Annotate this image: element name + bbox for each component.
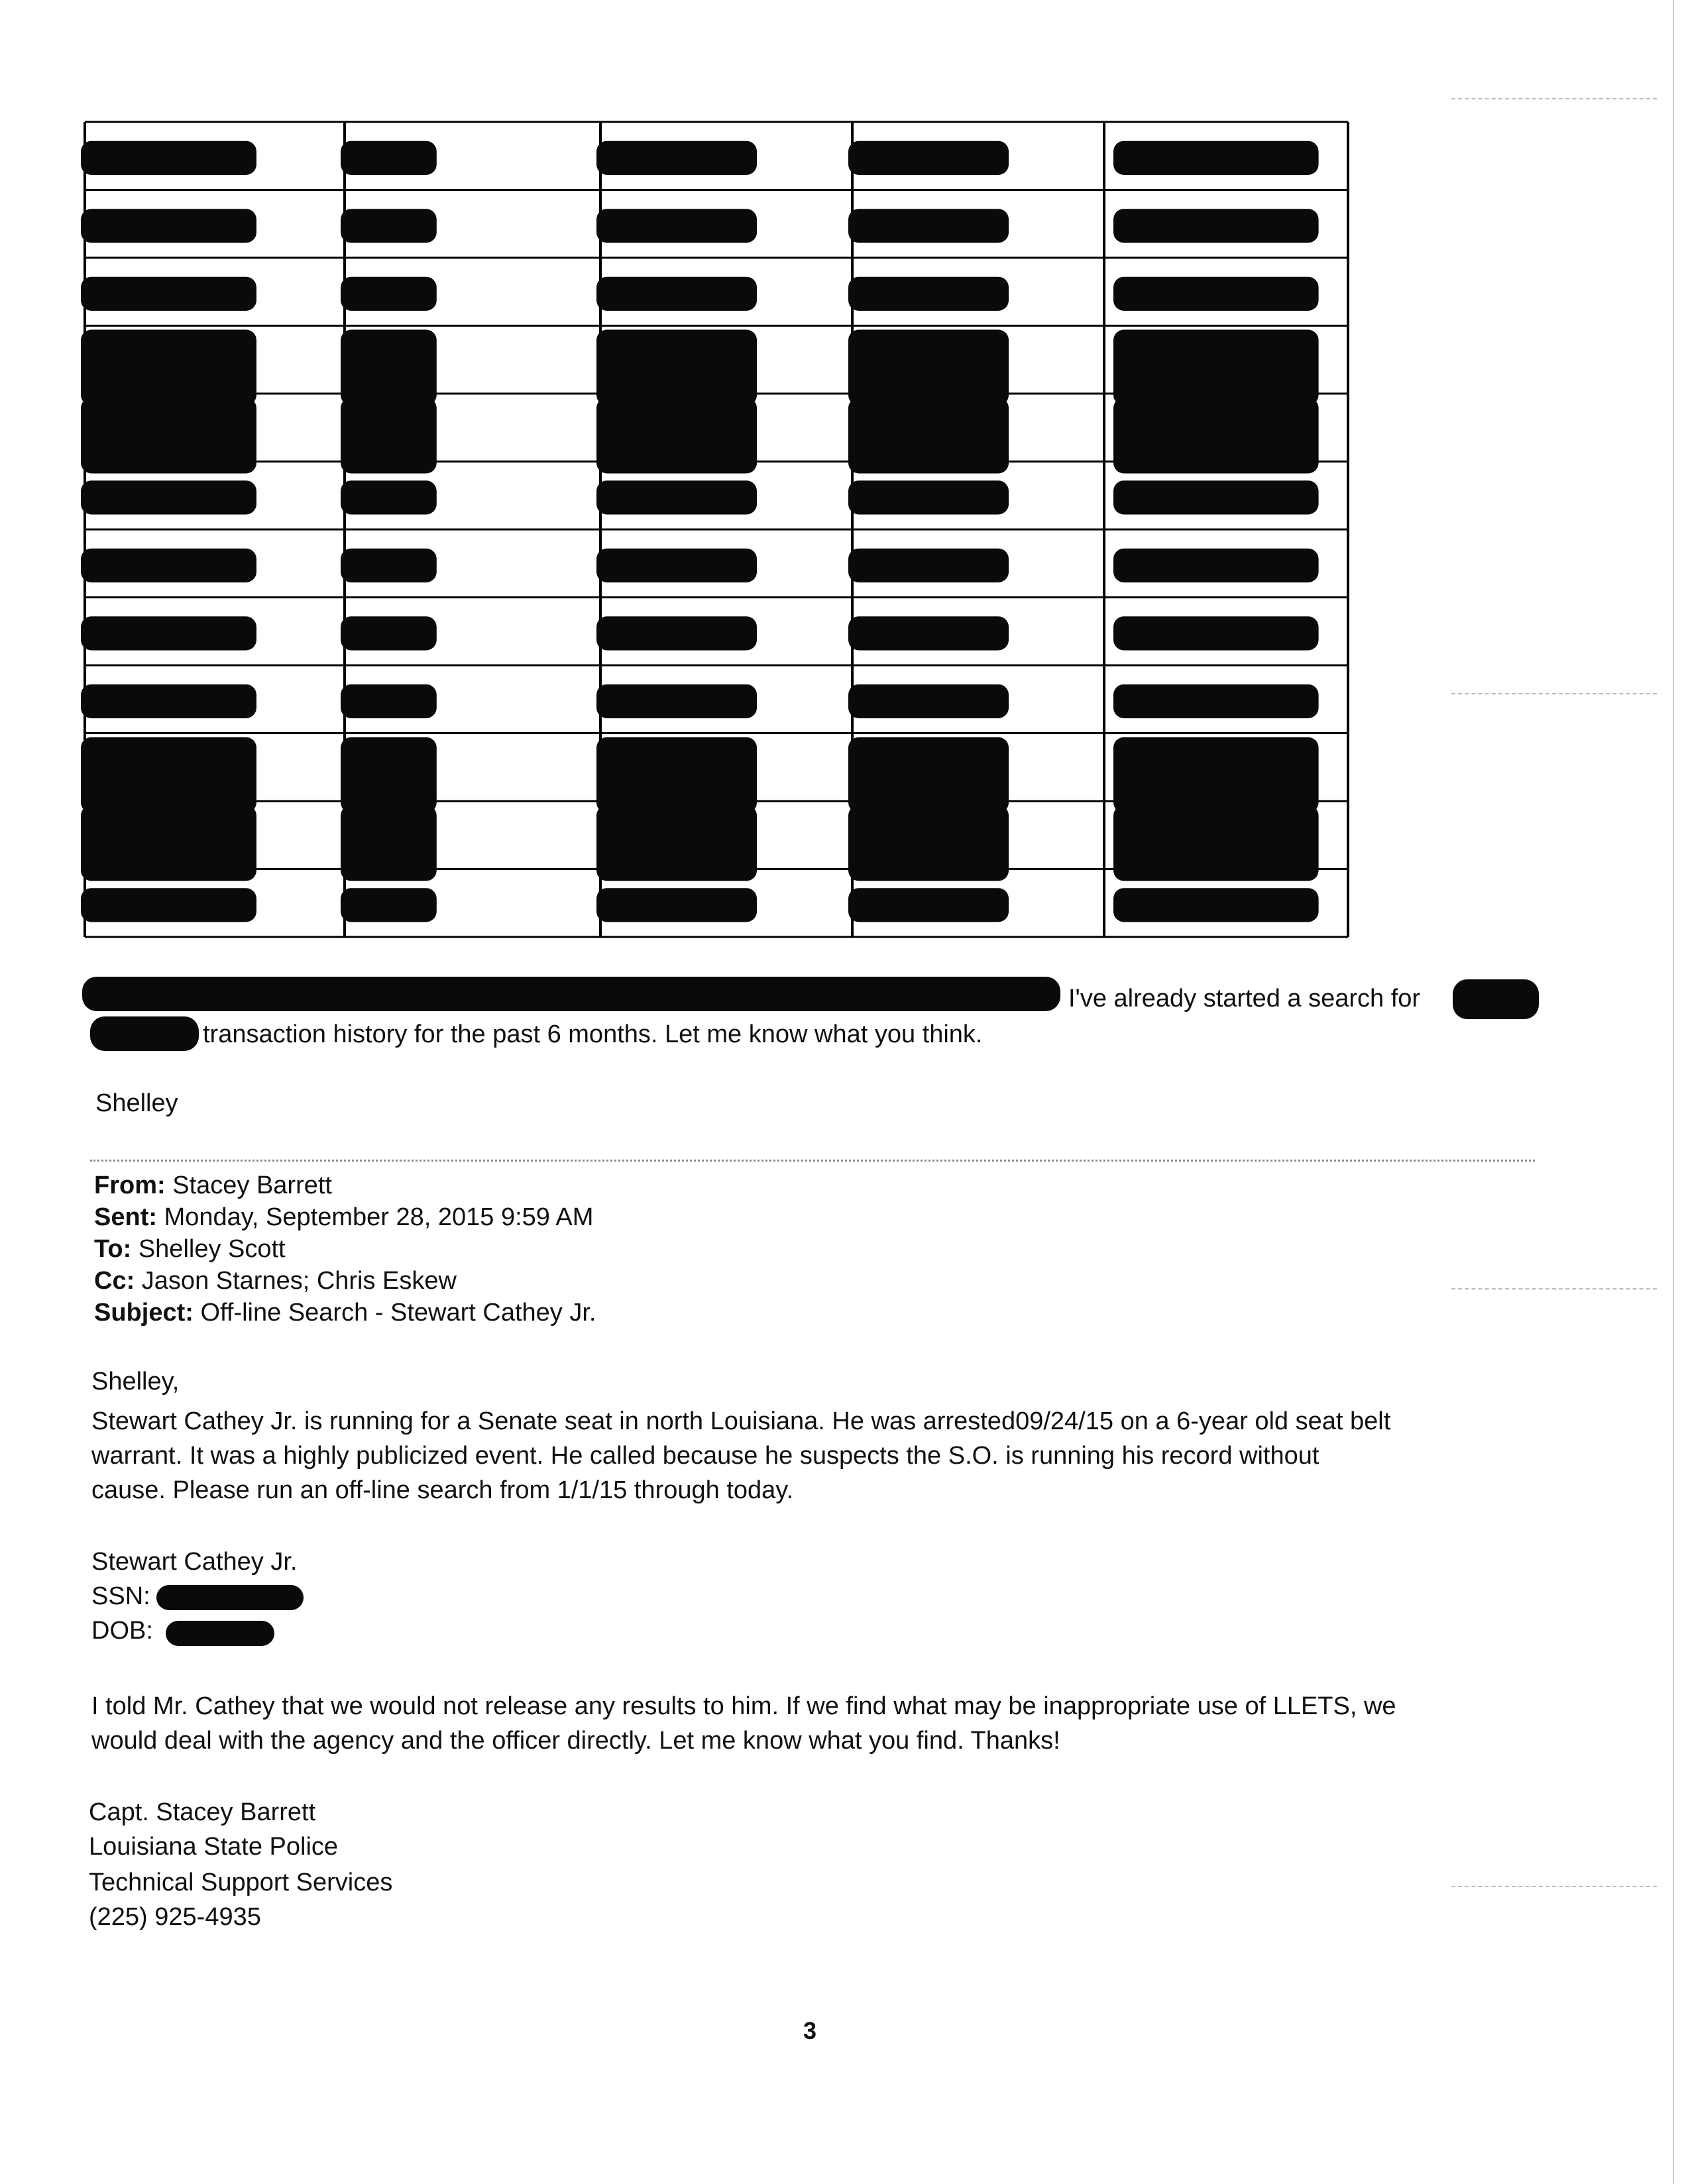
cell-redaction: [596, 480, 757, 514]
cell-redaction: [848, 398, 1009, 474]
cell-redaction: [81, 330, 256, 406]
cell-redaction: [596, 398, 757, 474]
cell-redaction: [596, 209, 757, 243]
cell-redaction: [81, 684, 256, 718]
signature-name: Capt. Stacey Barrett: [89, 1798, 316, 1826]
cell-redaction: [81, 141, 256, 175]
cell-redaction: [1113, 549, 1319, 582]
cell-redaction: [596, 684, 757, 718]
margin-mark: [1451, 98, 1657, 99]
cell-redaction: [848, 209, 1009, 243]
margin-mark: [1451, 1288, 1657, 1289]
redaction-bar: [1453, 979, 1539, 1019]
cell-redaction: [596, 141, 757, 175]
margin-mark: [1451, 1886, 1657, 1887]
from-label: From:: [94, 1172, 166, 1199]
margin-mark: [1451, 693, 1657, 694]
cell-redaction: [81, 209, 256, 243]
cell-redaction: [848, 549, 1009, 582]
to-value: Shelley Scott: [138, 1235, 286, 1263]
page-edge: [1673, 0, 1674, 2184]
cell-redaction: [341, 141, 437, 175]
body-line: Stewart Cathey Jr. is running for a Senate seat in north Louisiana. He was arrested09/24/15 on a 6-year old seat belt: [91, 1407, 1391, 1435]
sent-row: [94, 1202, 593, 1232]
redaction-bar: [90, 1016, 199, 1051]
cell-redaction: [341, 209, 437, 243]
from-row: [94, 1170, 332, 1201]
cell-redaction: [81, 737, 256, 814]
cell-redaction: [341, 398, 437, 474]
cell-redaction: [81, 480, 256, 514]
cell-redaction: [341, 616, 437, 650]
redaction-bar: [82, 977, 1060, 1011]
cell-redaction: [81, 616, 256, 650]
cell-redaction: [1113, 141, 1319, 175]
reply-line-2: transaction history for the past 6 months. Let me know what you think.: [203, 1020, 983, 1048]
cell-redaction: [596, 888, 757, 922]
body-line: cause. Please run an off-line search from 1/1/15 through today.: [91, 1476, 794, 1504]
cell-redaction: [341, 277, 437, 311]
cell-redaction: [848, 277, 1009, 311]
cell-redaction: [341, 805, 437, 881]
subject-label: Subject:: [94, 1299, 194, 1327]
cc-value: Jason Starnes; Chris Eskew: [141, 1267, 457, 1295]
sent-value: Monday, September 28, 2015 9:59 AM: [164, 1203, 594, 1231]
cell-redaction: [848, 805, 1009, 881]
cell-redaction: [341, 684, 437, 718]
cell-redaction: [1113, 480, 1319, 514]
body-line: warrant. It was a highly publicized event. He called because he suspects the S.O. is running his record without: [91, 1442, 1320, 1470]
cell-redaction: [341, 549, 437, 582]
cell-redaction: [848, 141, 1009, 175]
cc-row: [94, 1266, 457, 1296]
cell-redaction: [341, 330, 437, 406]
cell-redaction: [81, 888, 256, 922]
cell-redaction: [1113, 616, 1319, 650]
reply-line-1: I've already started a search for: [1068, 985, 1421, 1012]
cell-redaction: [848, 330, 1009, 406]
subject-row: [94, 1297, 596, 1328]
body-line: I told Mr. Cathey that we would not release any results to him. If we find what may be inappropriate use of LLETS, we: [91, 1692, 1396, 1720]
cell-redaction: [848, 888, 1009, 922]
cell-redaction: [1113, 684, 1319, 718]
cc-label: Cc:: [94, 1267, 135, 1295]
subject-value: Off-line Search - Stewart Cathey Jr.: [200, 1299, 596, 1327]
subject-name: Stewart Cathey Jr.: [91, 1548, 298, 1576]
cell-redaction: [81, 549, 256, 582]
signature-dept: Technical Support Services: [89, 1869, 393, 1896]
to-label: To:: [94, 1235, 132, 1263]
cell-redaction: [848, 684, 1009, 718]
ssn-label: SSN:: [91, 1582, 150, 1610]
cell-redaction: [1113, 209, 1319, 243]
page-number: 3: [803, 2017, 817, 2044]
cell-redaction: [596, 549, 757, 582]
cell-redaction: [596, 616, 757, 650]
dob-redaction: [166, 1621, 274, 1646]
signature-org: Louisiana State Police: [89, 1833, 339, 1861]
cell-redaction: [341, 737, 437, 814]
cell-redaction: [1113, 805, 1319, 881]
cell-redaction: [596, 805, 757, 881]
cell-redaction: [848, 737, 1009, 814]
cell-redaction: [341, 888, 437, 922]
reply-signature: Shelley: [95, 1089, 178, 1117]
cell-redaction: [1113, 398, 1319, 474]
cell-redaction: [81, 805, 256, 881]
redacted-table: [80, 115, 1359, 944]
signature-phone: (225) 925-4935: [89, 1903, 261, 1931]
cell-redaction: [1113, 737, 1319, 814]
to-row: [94, 1234, 286, 1264]
greeting: Shelley,: [91, 1368, 180, 1395]
cell-redaction: [81, 398, 256, 474]
separator-rule: [90, 1160, 1535, 1162]
cell-redaction: [341, 480, 437, 514]
cell-redaction: [1113, 888, 1319, 922]
from-value: Stacey Barrett: [172, 1172, 332, 1199]
cell-redaction: [81, 277, 256, 311]
cell-redaction: [1113, 277, 1319, 311]
cell-redaction: [848, 616, 1009, 650]
dob-label: DOB:: [91, 1617, 153, 1645]
cell-redaction: [1113, 330, 1319, 406]
cell-redaction: [848, 480, 1009, 514]
sent-label: Sent:: [94, 1203, 157, 1231]
body-line: would deal with the agency and the officer directly. Let me know what you find. Thanks!: [91, 1727, 1060, 1755]
cell-redaction: [596, 737, 757, 814]
cell-redaction: [596, 277, 757, 311]
table-grid: [80, 115, 1359, 944]
ssn-redaction: [156, 1585, 304, 1610]
cell-redaction: [596, 330, 757, 406]
